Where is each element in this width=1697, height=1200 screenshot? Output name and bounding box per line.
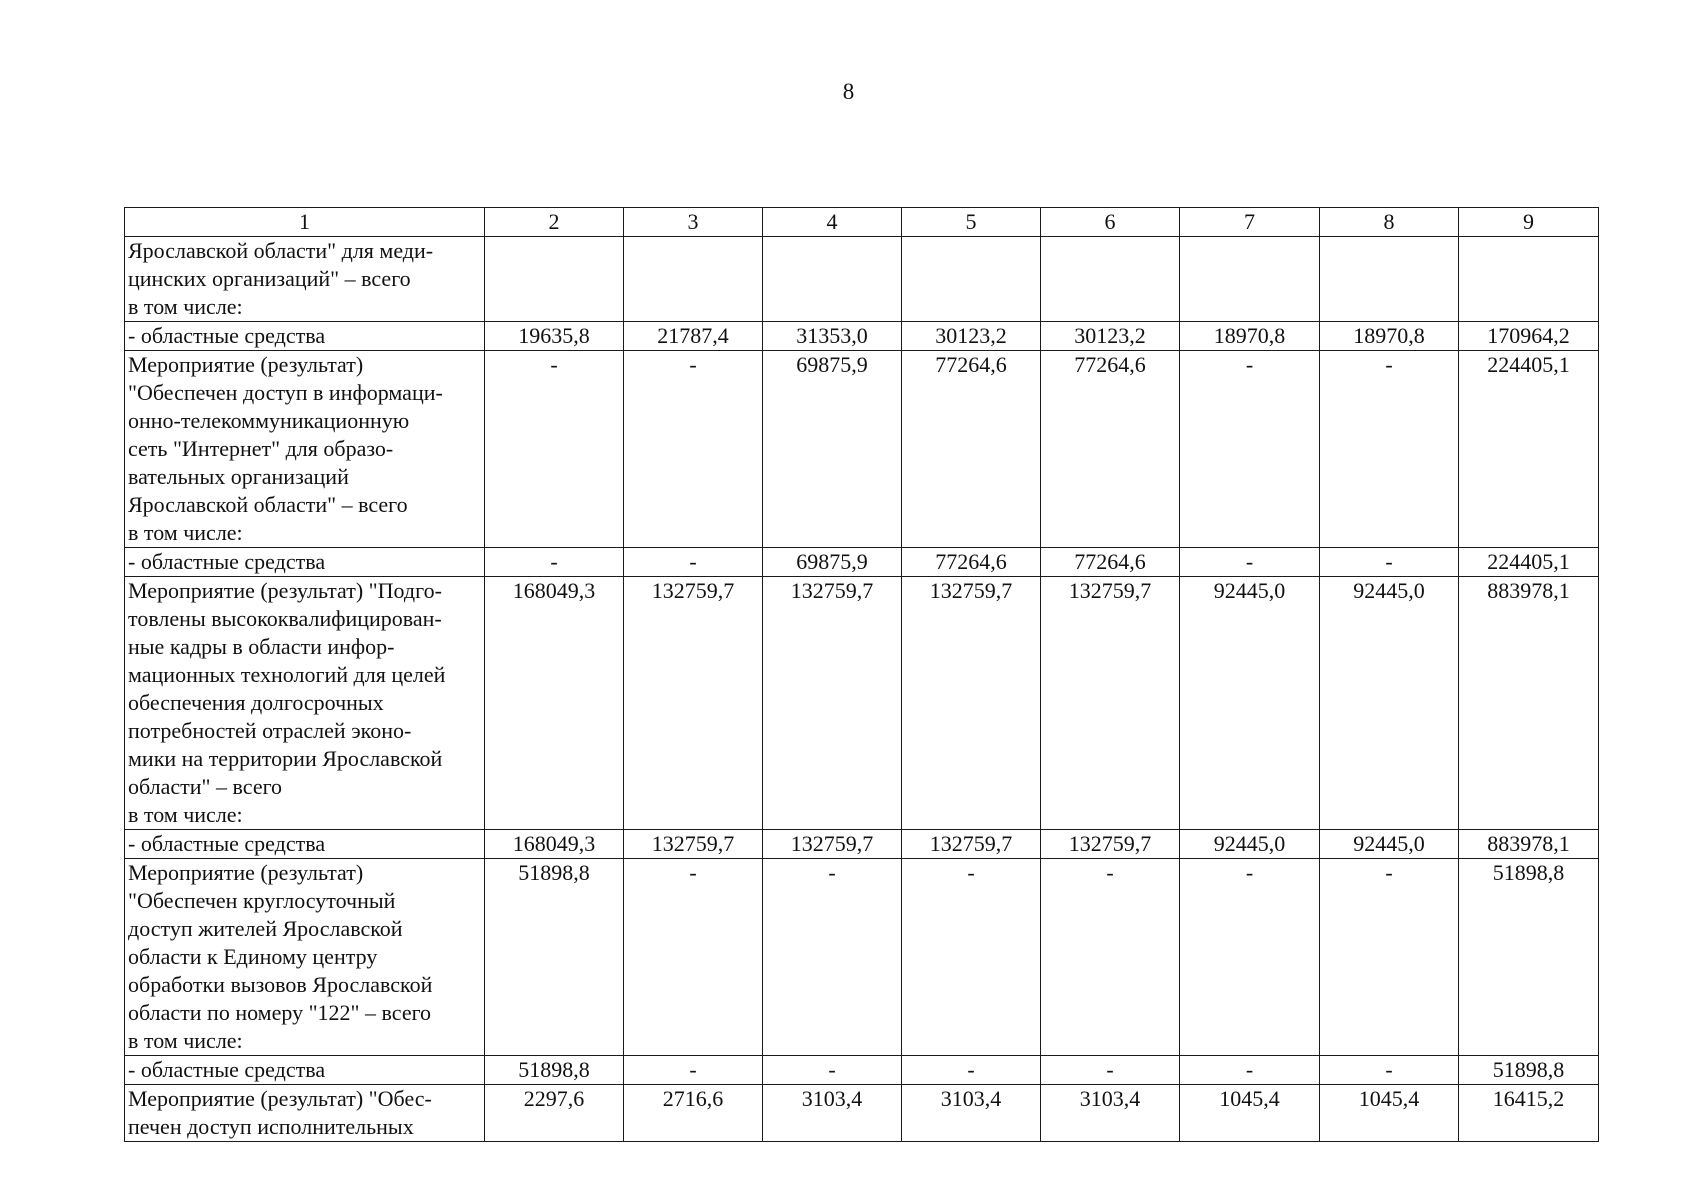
value-cell: 30123,2 [1041,322,1180,351]
value-cell: - [902,859,1041,1056]
table-body [125,208,1599,1142]
value-cell: 168049,3 [485,577,624,830]
value-cell: 51898,8 [1459,859,1599,1056]
table-header-row [125,208,1599,237]
value-cell: 1045,4 [1180,1085,1320,1142]
value-cell: - [1180,859,1320,1056]
table-row [125,548,1599,577]
value-cell: - [902,1056,1041,1085]
value-cell: 16415,2 [1459,1085,1599,1142]
row-label-cell: - областные средства [125,322,485,351]
value-cell: 132759,7 [902,830,1041,859]
row-label-cell: Мероприятие (результат) "Подго- товлены высококвалифицирован- ные кадры в области инфор- мационных технологий для целей обеспечения долгосрочных потребностей отраслей эконо- мики на территории Ярославской области" – всего в том числе: [125,577,485,830]
row-label-cell: - областные средства [125,1056,485,1085]
value-cell: 168049,3 [485,830,624,859]
value-cell: 19635,8 [485,322,624,351]
value-cell: - [1041,1056,1180,1085]
value-cell: - [1320,1056,1459,1085]
value-cell: 2716,6 [624,1085,763,1142]
value-cell: 92445,0 [1180,830,1320,859]
row-label-cell: Мероприятие (результат) "Обеспечен доступ в информаци- онно-телекоммуникационную сеть "Интернет" для образо- вательных организаций Ярославской области" – всего в том числе: [125,351,485,548]
value-cell: 132759,7 [624,577,763,830]
table-row [125,577,1599,830]
value-cell: 31353,0 [763,322,902,351]
header-cell: 6 [1041,208,1180,237]
value-cell: 51898,8 [485,859,624,1056]
row-label-cell: - областные средства [125,830,485,859]
value-cell: 132759,7 [763,577,902,830]
value-cell: 224405,1 [1459,548,1599,577]
value-cell: 883978,1 [1459,830,1599,859]
header-cell: 7 [1180,208,1320,237]
value-cell: 883978,1 [1459,577,1599,830]
row-label-cell: Мероприятие (результат) "Обеспечен круглосуточный доступ жителей Ярославской области к Единому центру обработки вызовов Ярославской области по номеру "122" – всего в том числе: [125,859,485,1056]
budget-table [124,207,1599,1142]
value-cell: - [1320,351,1459,548]
value-cell: 170964,2 [1459,322,1599,351]
value-cell: - [1180,1056,1320,1085]
value-cell: 77264,6 [1041,548,1180,577]
value-cell: 132759,7 [763,830,902,859]
table-row [125,830,1599,859]
value-cell: - [1180,548,1320,577]
table-row [125,1085,1599,1142]
header-cell: 5 [902,208,1041,237]
value-cell: 18970,8 [1180,322,1320,351]
value-cell: 18970,8 [1320,322,1459,351]
value-cell [902,237,1041,322]
value-cell: 30123,2 [902,322,1041,351]
value-cell: - [624,548,763,577]
header-cell: 8 [1320,208,1459,237]
value-cell: 92445,0 [1320,577,1459,830]
value-cell: - [1180,351,1320,548]
value-cell: - [1320,859,1459,1056]
value-cell: 92445,0 [1180,577,1320,830]
value-cell: 3103,4 [763,1085,902,1142]
value-cell: - [763,859,902,1056]
value-cell: 2297,6 [485,1085,624,1142]
value-cell: 132759,7 [1041,577,1180,830]
value-cell: 132759,7 [624,830,763,859]
header-cell: 3 [624,208,763,237]
value-cell: - [1320,548,1459,577]
value-cell [1320,237,1459,322]
value-cell: - [485,548,624,577]
value-cell: 1045,4 [1320,1085,1459,1142]
value-cell: - [624,1056,763,1085]
value-cell [485,237,624,322]
header-cell: 4 [763,208,902,237]
header-cell: 2 [485,208,624,237]
value-cell: - [763,1056,902,1085]
value-cell: 92445,0 [1320,830,1459,859]
table-row [125,859,1599,1056]
row-label-cell: - областные средства [125,548,485,577]
value-cell: - [1041,859,1180,1056]
value-cell: 77264,6 [902,351,1041,548]
value-cell: 77264,6 [902,548,1041,577]
value-cell: 3103,4 [1041,1085,1180,1142]
row-label-cell: Ярославской области" для меди- цинских организаций" – всего в том числе: [125,237,485,322]
page-number: 8 [842,79,855,104]
value-cell: 224405,1 [1459,351,1599,548]
value-cell: 69875,9 [763,351,902,548]
value-cell: 51898,8 [485,1056,624,1085]
value-cell: 132759,7 [902,577,1041,830]
table-row [125,1056,1599,1085]
value-cell: 21787,4 [624,322,763,351]
value-cell: 3103,4 [902,1085,1041,1142]
table-row [125,237,1599,322]
value-cell: 69875,9 [763,548,902,577]
value-cell [1041,237,1180,322]
value-cell [1180,237,1320,322]
value-cell [624,237,763,322]
value-cell: 132759,7 [1041,830,1180,859]
table-row [125,322,1599,351]
value-cell: - [624,859,763,1056]
header-cell: 1 [125,208,485,237]
value-cell: 77264,6 [1041,351,1180,548]
value-cell [1459,237,1599,322]
value-cell: 51898,8 [1459,1056,1599,1085]
header-cell: 9 [1459,208,1599,237]
value-cell: - [485,351,624,548]
row-label-cell: Мероприятие (результат) "Обес- печен доступ исполнительных [125,1085,485,1142]
table-row [125,351,1599,548]
value-cell: - [624,351,763,548]
value-cell [763,237,902,322]
